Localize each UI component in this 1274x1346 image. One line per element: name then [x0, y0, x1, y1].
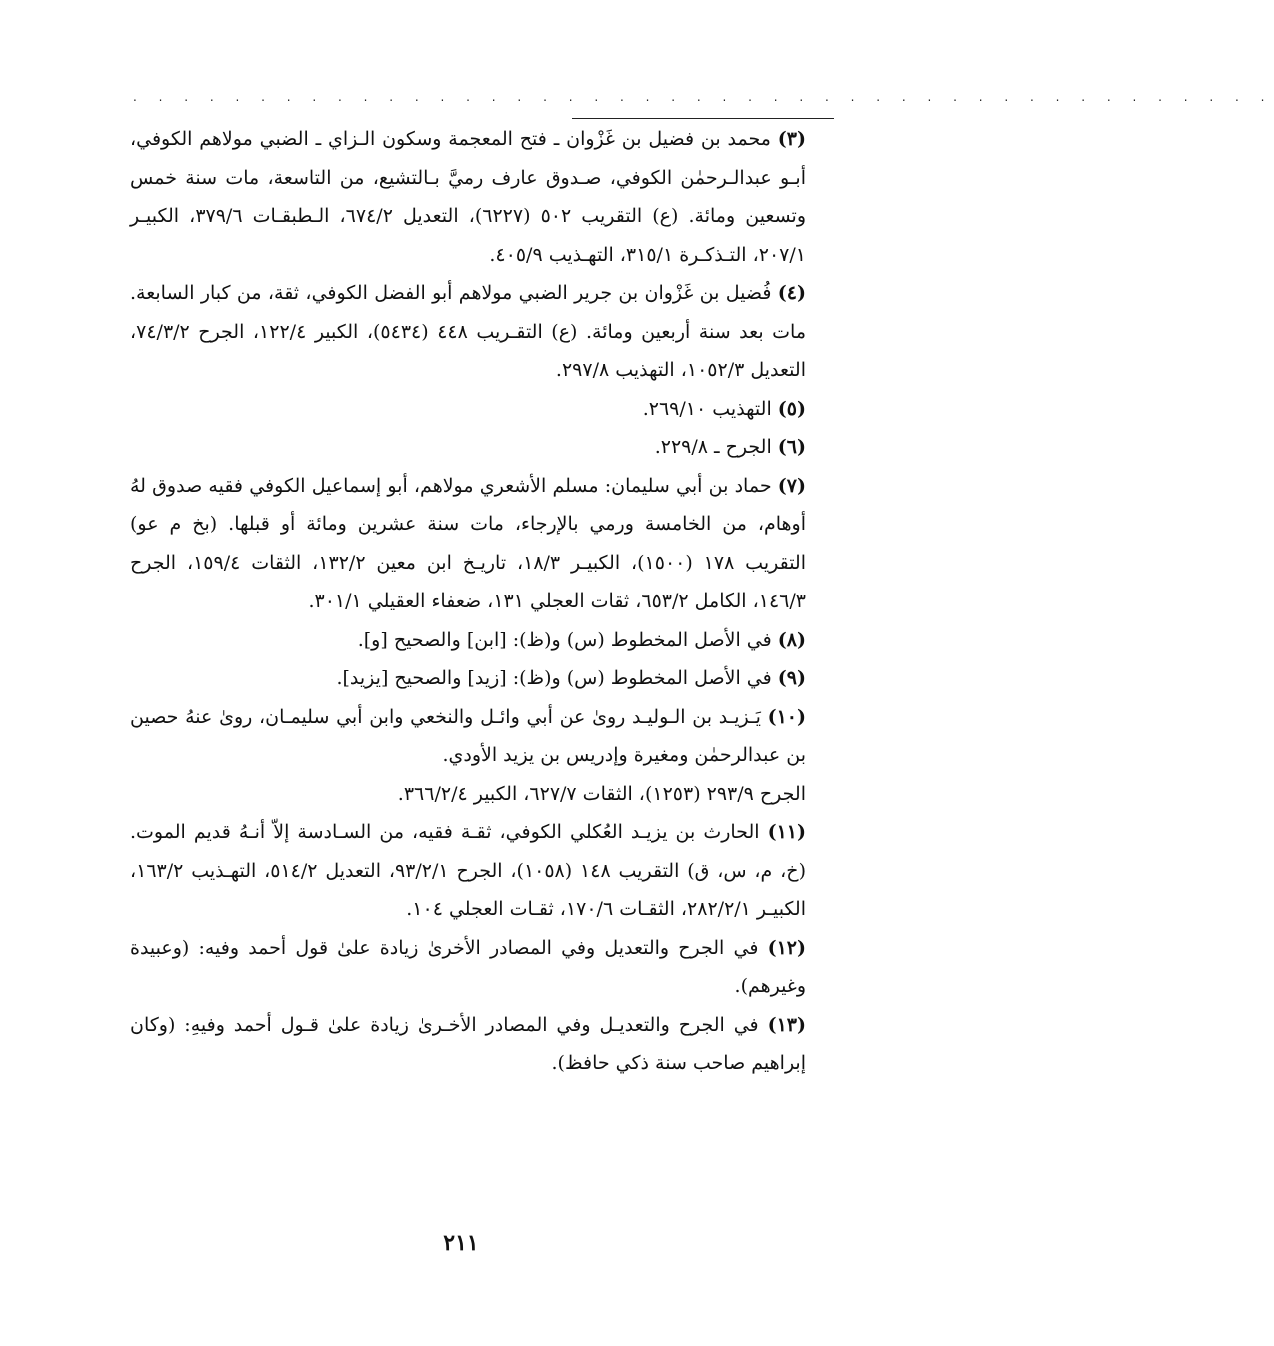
footnote-continuation	[130, 775, 836, 814]
footnote-text: حماد بن أبي سليمان: مسلم الأشعري مولاهم، أبو إسماعيل الكوفي فقيه صدوق لهُ أوهام، من الخامسة ورمي بالإرجاء، مات سنة عشرين ومائة أو قبلها. (بخ م عو) التقريب ١٧٨ (١٥٠٠)، الكبيـر ١٨/٣، تاريـخ ابن معين ١٣٢/٢، الثقات ١٥٩/٤، الجرح ١٤٦/٣، الكامل ٦٥٣/٢، ثقات العجلي ١٣١، ضعفاء العقيلي ٣٠١/١.	[130, 474, 806, 612]
footnote	[130, 274, 836, 390]
footnote-text: الجرح ٢٩٣/٩ (١٢٥٣)، الثقات ٦٢٧/٧، الكبير ٣٦٦/٢/٤.	[397, 782, 806, 805]
footnote-number: (٨)	[777, 628, 806, 651]
footnote-number: (١١)	[767, 821, 806, 843]
footnote	[130, 659, 836, 698]
footnote	[130, 813, 836, 929]
footnotes	[130, 120, 836, 1083]
footnote-text: في الأصل المخطوط (س) و(ظ): [زيد] والصحيح [يزيد].	[336, 667, 772, 689]
footnote	[130, 621, 836, 660]
footnote-number: (٤)	[777, 282, 806, 304]
footnote-number: (١٣)	[767, 1013, 806, 1036]
footnote-text: في الجرح والتعديـل وفي المصادر الأخـرىٰ زيادة علىٰ قـول أحمد وفيهِ: (وكان إبراهيم صاحب سنة ذكي حافظ).	[130, 1013, 806, 1074]
footnote-number: (٥)	[777, 397, 806, 420]
footnote-number: (١٠)	[767, 705, 807, 728]
footnote-rule	[572, 118, 834, 119]
footnote	[130, 390, 836, 429]
footnote-number: (٦)	[777, 436, 806, 458]
footnote	[130, 428, 836, 467]
footnote-text: يَـزيـد بن الـوليـد روىٰ عن أبي وائـل والنخعي وابن أبي سليمـان، روىٰ عنهُ حصين بن عبدالرحمٰن ومغيرة وإدريس بن يزيد الأودي.	[130, 705, 806, 766]
footnote-text: التهذيب ٢٦٩/١٠.	[642, 397, 772, 420]
footnote	[130, 929, 836, 1006]
footnote	[130, 467, 836, 621]
footnote-number: (٩)	[777, 667, 806, 689]
footnote	[130, 698, 836, 775]
footnote-number: (٣)	[777, 128, 807, 150]
page-number: ٢١١	[443, 1230, 479, 1256]
footnote	[130, 1006, 836, 1083]
footnote-number: (٧)	[777, 474, 806, 497]
footnote-text: في الجرح والتعديل وفي المصادر الأخرىٰ زيادة علىٰ قول أحمد وفيه: (وعبيدة وغيرهم).	[130, 936, 806, 997]
footnote-number: (١٢)	[767, 936, 806, 959]
footnote	[130, 120, 836, 274]
footnote-text: فُضيل بن غَزْوان بن جرير الضبي مولاهم أبو الفضل الكوفي، ثقة، من كبار السابعة. مات بعد سنة أربعين ومائة. (ع) التقـريب ٤٤٨ (٥٤٣٤)، الكبير ١٢٢/٤، الجرح ٧٤/٣/٢، التعديل ١٠٥٢/٣، التهذيب ٢٩٧/٨.	[130, 282, 806, 381]
footnote-text: محمد بن فضيل بن غَزْوان ـ فتح المعجمة وسكون الـزاي ـ الضبي مولاهم الكوفي، أبـو عبدالـرحمٰن الكوفي، صـدوق عارف رميَّ بـالتشيع، من التاسعة، مات سنة خمس وتسعين ومائة. (ع) التقريب ٥٠٢ (٦٢٢٧)، التعديل ٦٧٤/٢، الـطبقـات ٣٧٩/٦، الكبيـر ٢٠٧/١، التـذكـرة ٣١٥/١، التهـذيب ٤٠٥/٩.	[130, 128, 807, 266]
footnote-text: الحارث بن يزيـد العُكلي الكوفي، ثقـة فقيه، من السـادسة إلاّ أنـهُ قديم الموت. (خ، م، س، ق) التقريب ١٤٨ (١٠٥٨)، الجرح ٩٣/٢/١، التعديل ٥١٤/٢، التهـذيب ١٦٣/٢، الكبيـر ٢٨٢/٢/١، الثقـات ١٧٠/٦، ثقـات العجلي ١٠٤.	[130, 821, 806, 920]
footnote-text: في الأصل المخطوط (س) و(ظ): [ابن] والصحيح [و].	[357, 628, 772, 651]
footnote-separator-dots: . . . . . . . . . . . . . . . . . . . . . . . . . . . . . . . . . . . . . . . . . . . . .	[133, 90, 1274, 104]
footnote-text: الجرح ـ ٢٢٩/٨.	[654, 436, 772, 458]
